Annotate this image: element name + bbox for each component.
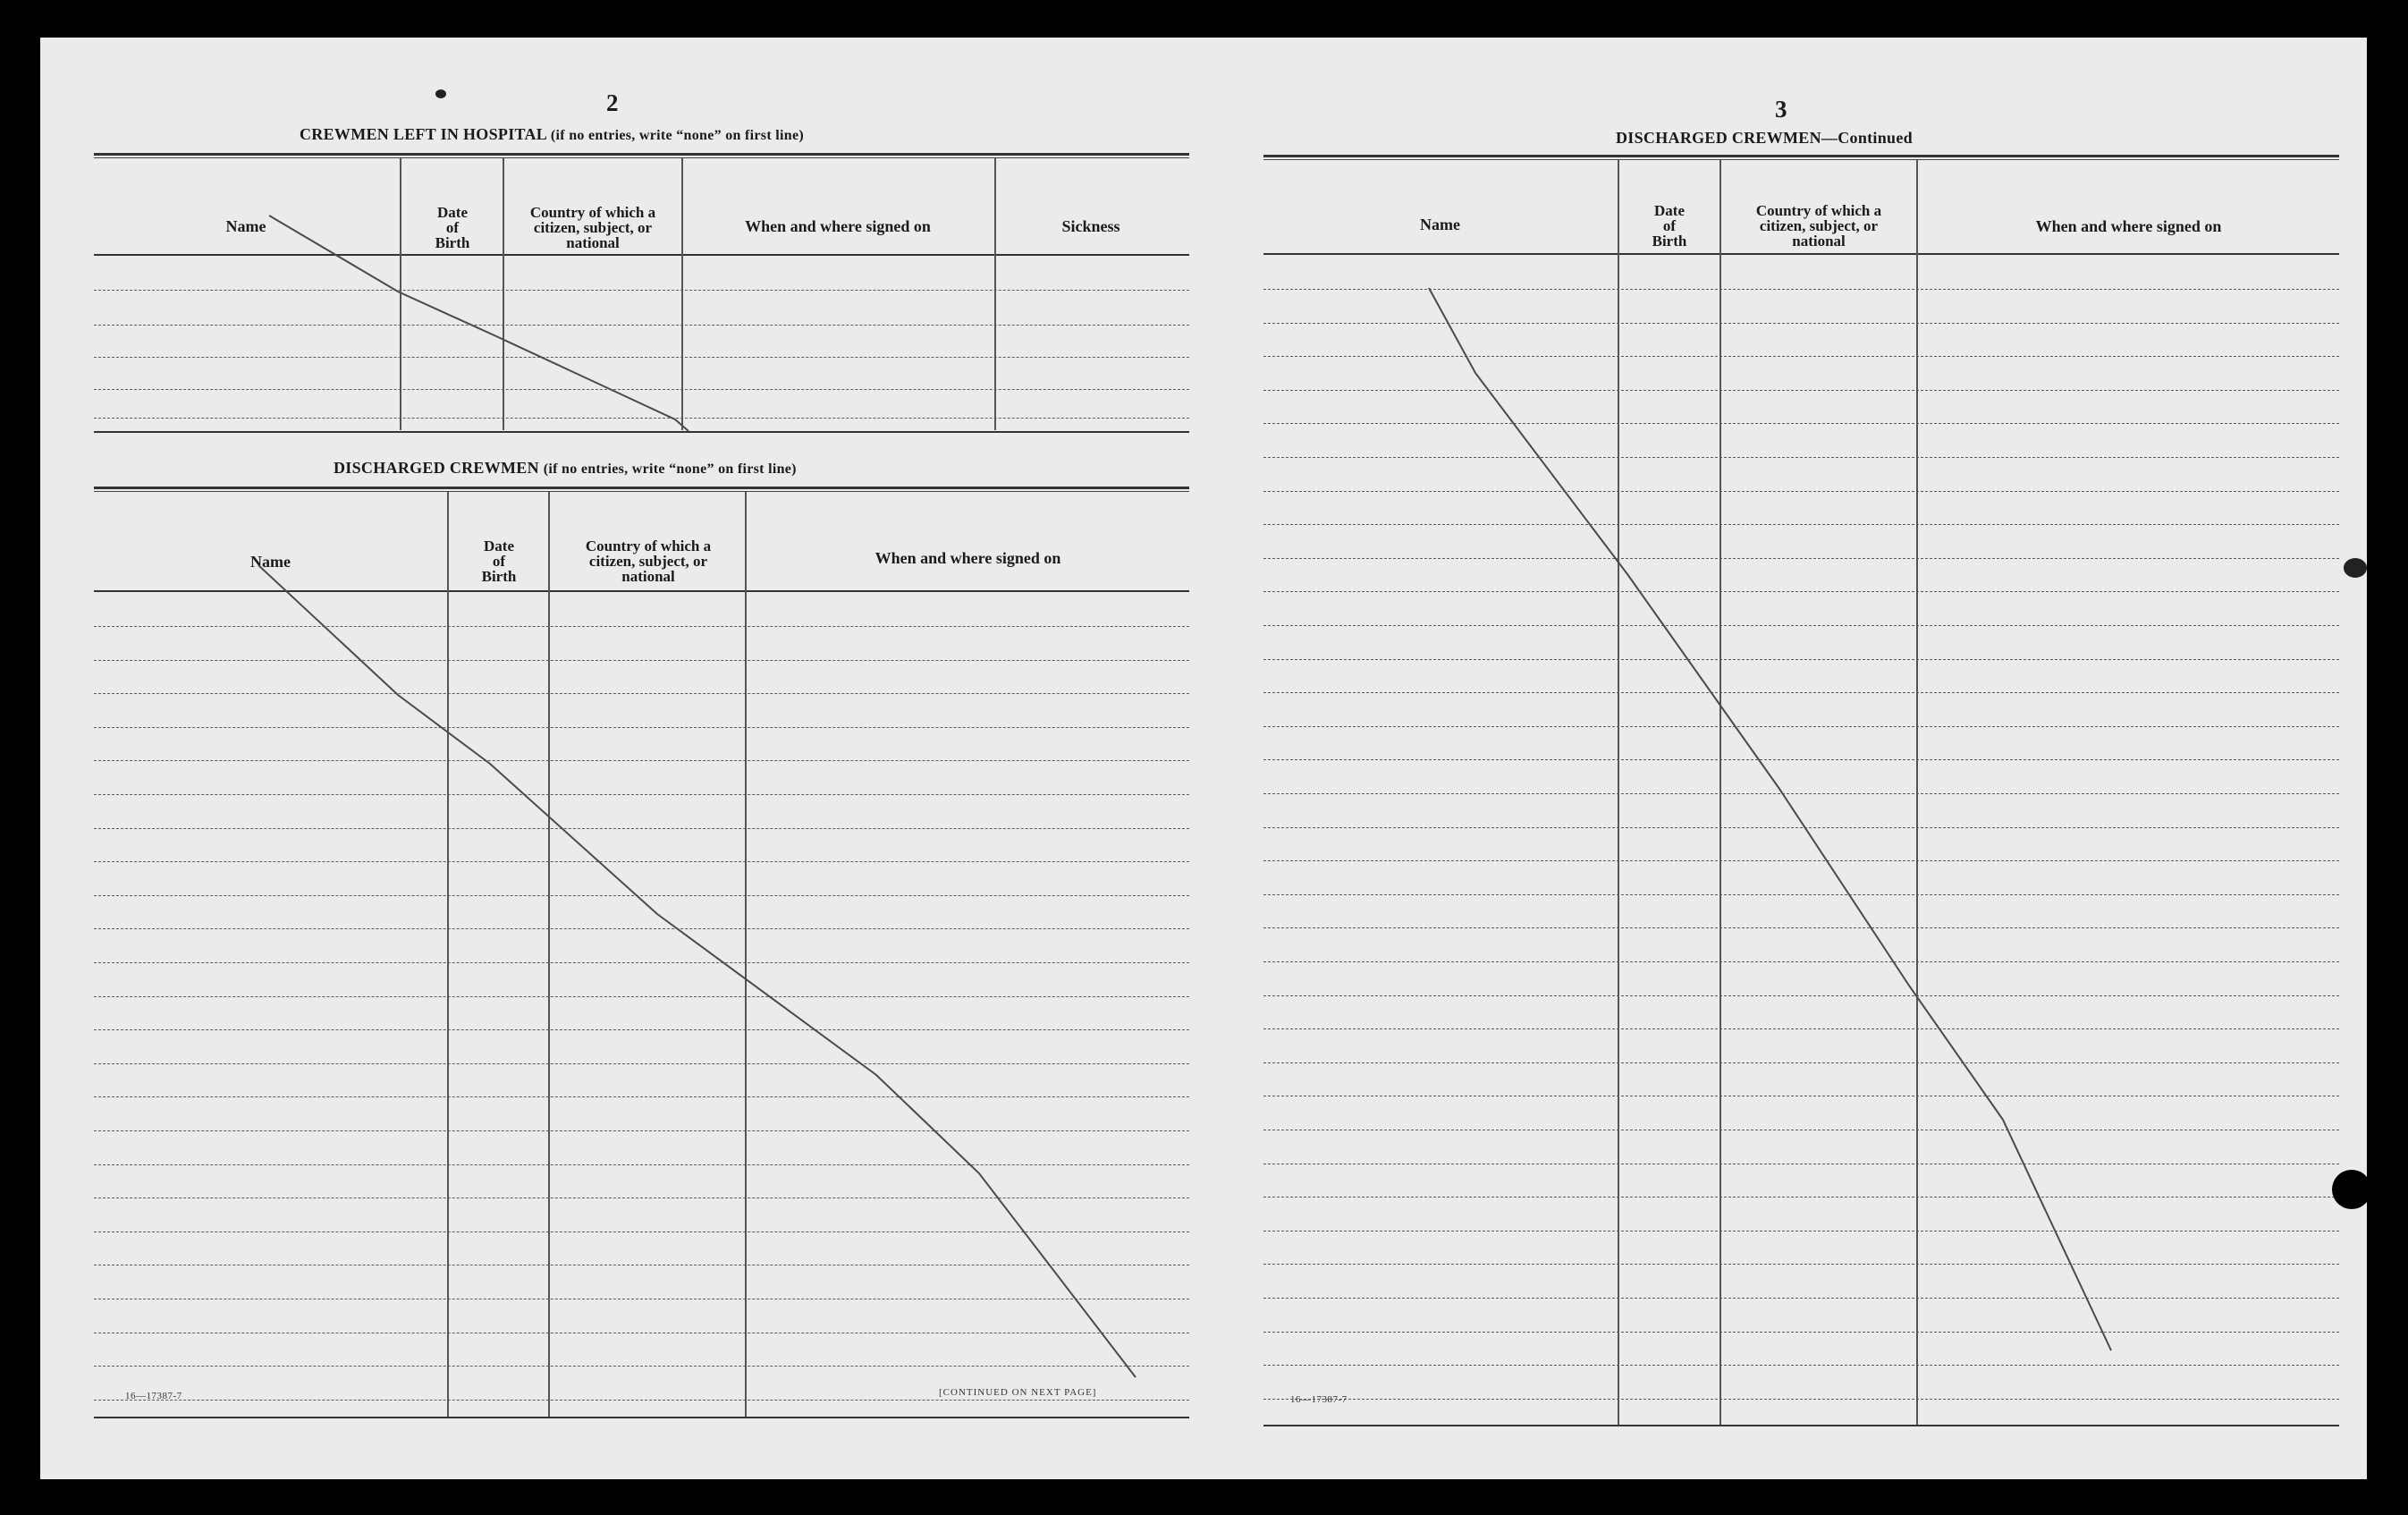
discharged-continued-title: DISCHARGED CREWMEN—Continued — [1616, 129, 1913, 147]
hospital-col-country: Country of which a citizen, subject, or national — [529, 204, 656, 251]
discharged-col-name: Name — [250, 553, 291, 571]
discharged-title-text: DISCHARGED CREWMEN — [334, 459, 539, 477]
discharged-right-strike-line — [1429, 288, 2111, 1350]
hospital-strike-line — [269, 216, 689, 431]
strike-through-lines — [40, 38, 2367, 1479]
right-col-country: Country of which a citizen, subject, or national — [1755, 202, 1882, 250]
ink-mark — [435, 89, 446, 98]
continued-note: [CONTINUED ON NEXT PAGE] — [939, 1387, 1097, 1398]
right-page-number: 3 — [1775, 96, 1787, 123]
hospital-col-name: Name — [225, 217, 266, 235]
punch-hole-icon — [2332, 1170, 2371, 1209]
ink-mark — [2344, 558, 2367, 578]
discharged-col-signed-on: When and where signed on — [874, 549, 1061, 567]
hospital-title-note: (if no entries, write “none” on first line) — [550, 128, 804, 143]
right-col-name: Name — [1420, 216, 1460, 233]
discharged-title-note: (if no entries, write “none” on first line) — [543, 461, 797, 477]
form-paper — [40, 38, 2367, 1479]
hospital-col-sickness: Sickness — [1061, 217, 1120, 235]
right-form-code: 16—17387-7 — [1290, 1394, 1348, 1405]
right-col-signed-on: When and where signed on — [2035, 217, 2222, 235]
left-form-code: 16—17387-7 — [125, 1391, 182, 1401]
discharged-left-strike-line — [258, 565, 1136, 1377]
hospital-title-text: CREWMEN LEFT IN HOSPITAL — [300, 125, 547, 143]
hospital-col-dob: Date of Birth — [435, 204, 470, 251]
right-col-dob: Date of Birth — [1652, 202, 1687, 250]
discharged-col-dob: Date of Birth — [481, 537, 517, 585]
discharged-col-country: Country of which a citizen, subject, or national — [585, 537, 712, 585]
hospital-col-signed-on: When and where signed on — [745, 217, 931, 235]
left-page-number: 2 — [606, 89, 619, 116]
